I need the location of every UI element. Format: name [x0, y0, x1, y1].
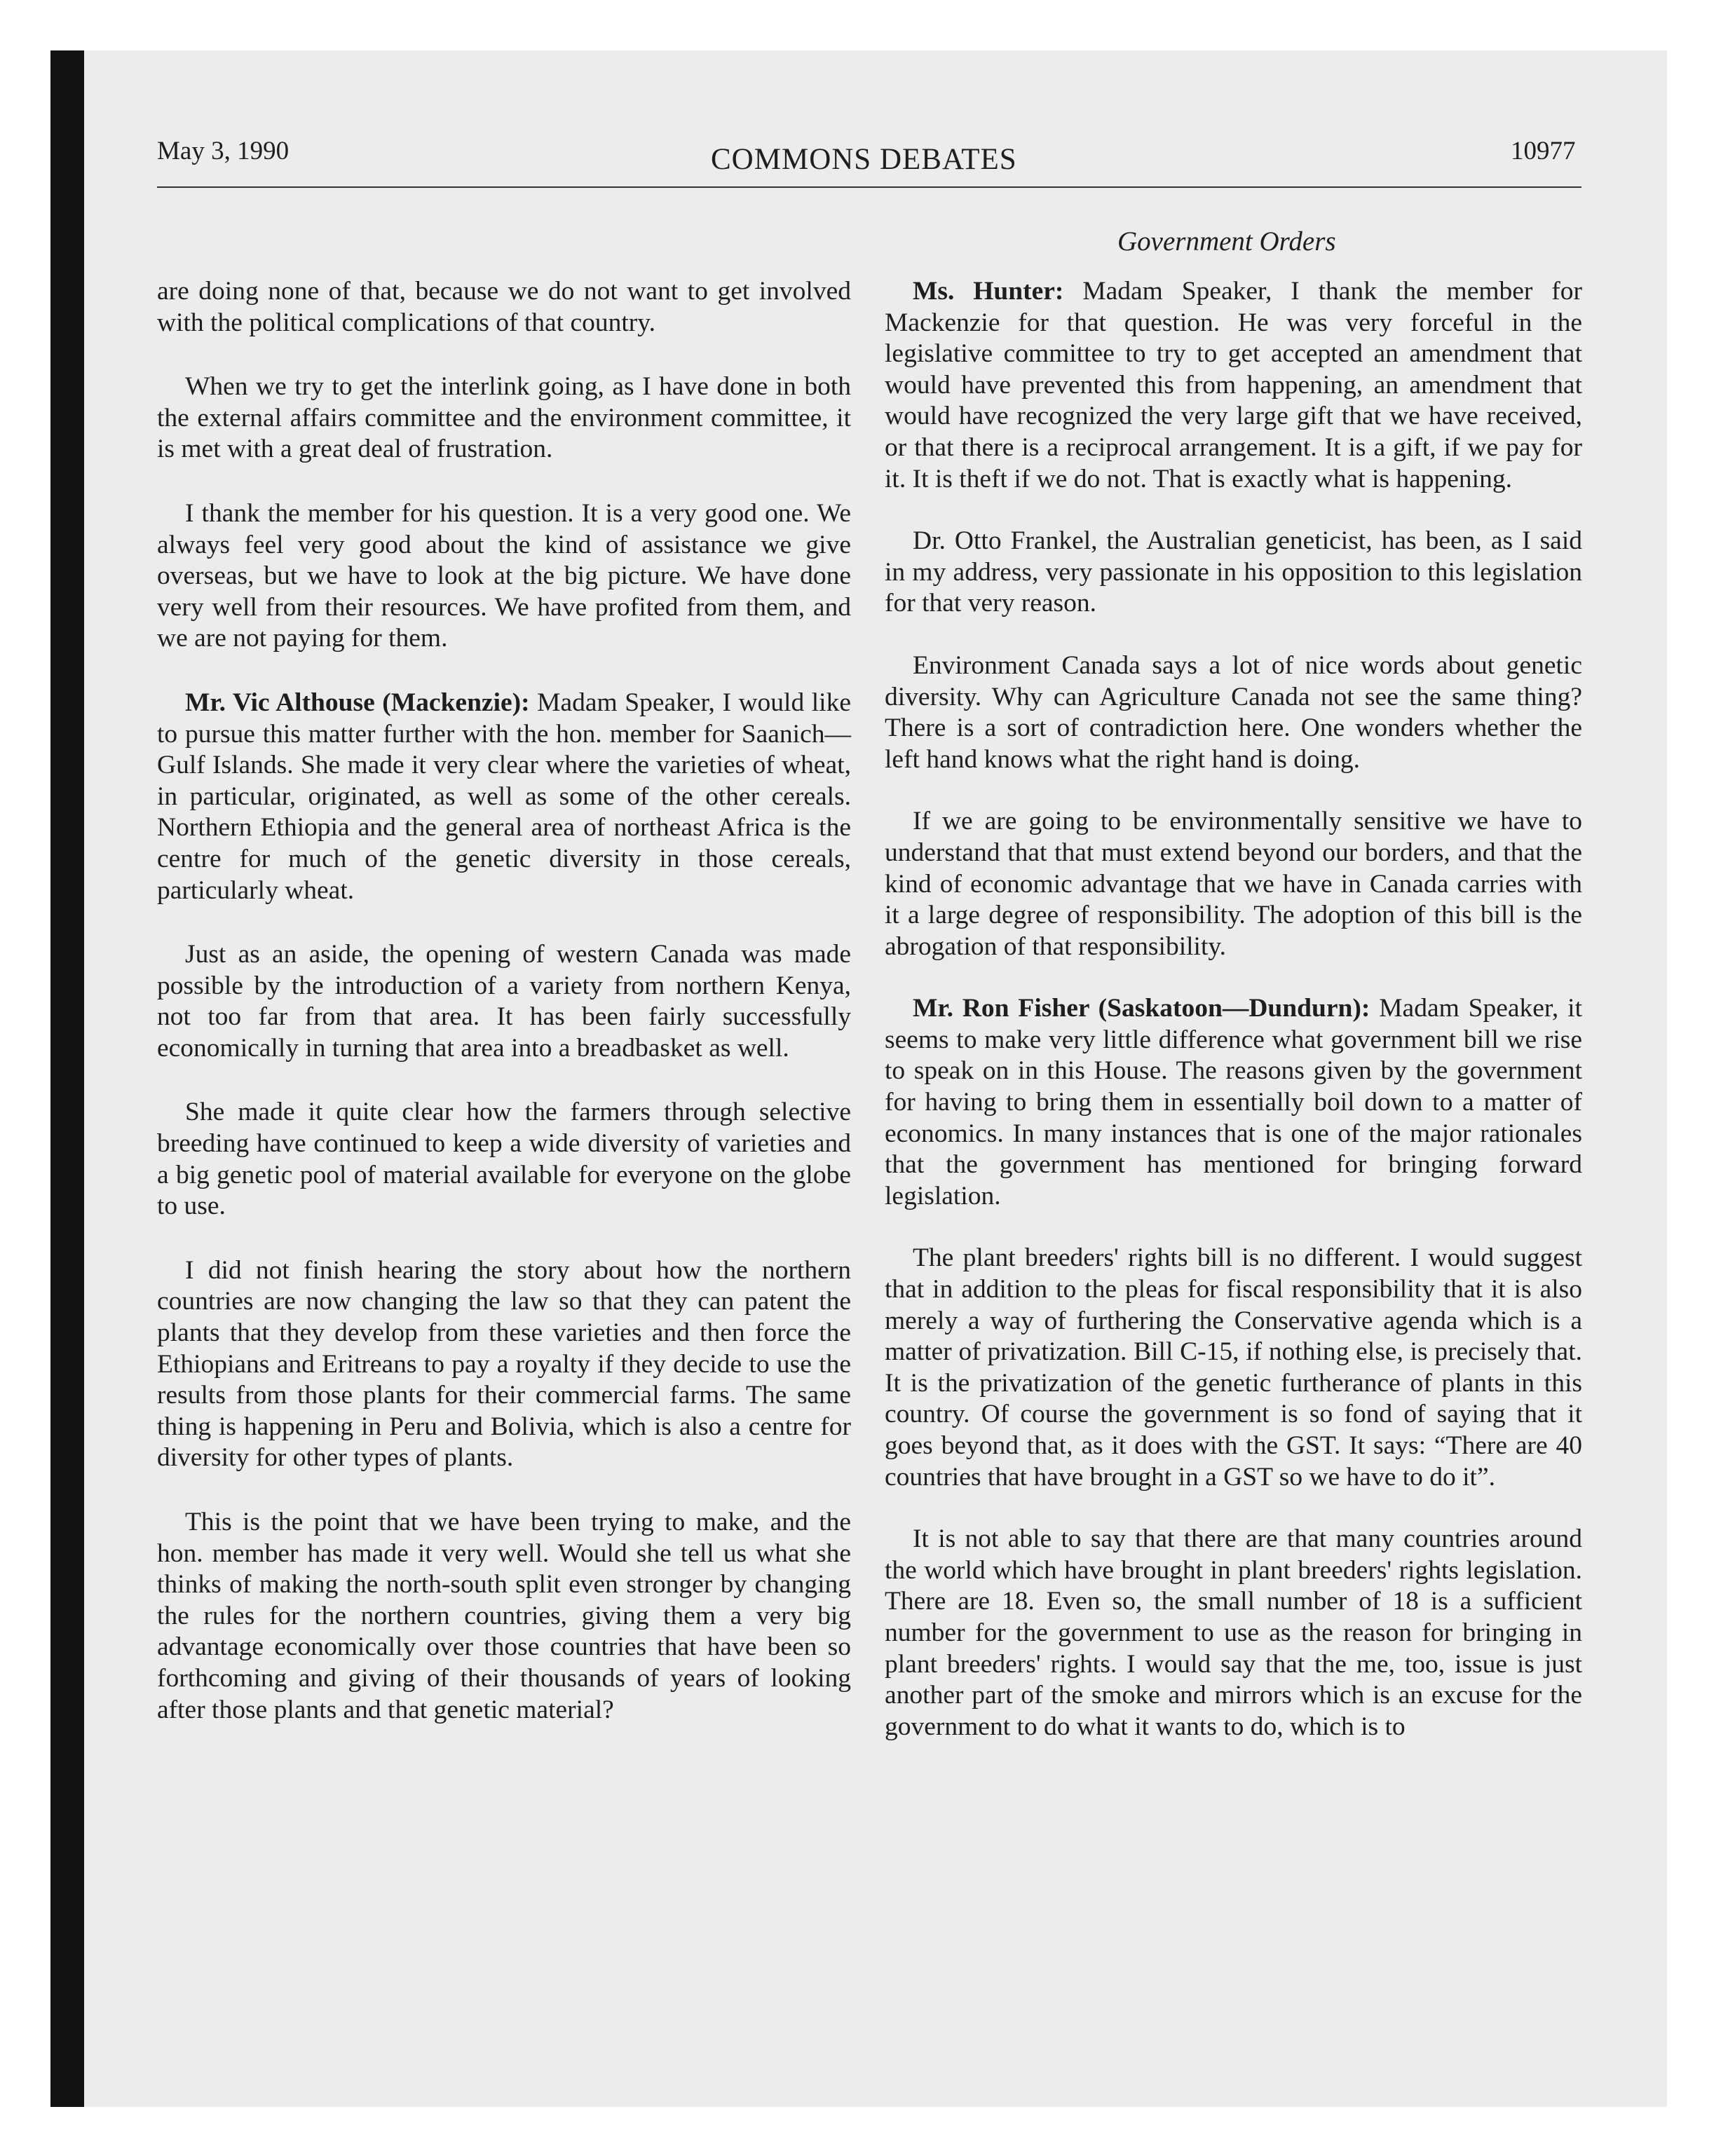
speaker-name: Ms. Hunter:	[913, 277, 1064, 306]
left-column	[157, 276, 851, 1757]
header-rule	[157, 186, 1581, 188]
speaker-name: Mr. Vic Althouse (Mackenzie):	[185, 688, 530, 717]
paragraph-text: I did not finish hearing the story about how the northern countries are now changing the law so that they can patent the plants that they develop from these varieties and then force the Ethiopians and Eritreans to pay a royalty if they decide to use the results from those plants for their commercial farms. The same thing is happening in Peru and Bolivia, which is also a centre for diversity for other types of plants.	[157, 1255, 851, 1473]
header-date: May 3, 1990	[157, 137, 290, 165]
speaker-name: Mr. Ron Fisher (Saskatoon—Dundurn):	[913, 994, 1370, 1023]
paragraph	[885, 1524, 1582, 1742]
paragraph	[885, 526, 1582, 620]
paragraph-text: I thank the member for his question. It is a very good one. We always feel very good about the kind of assistance we give overseas, but we have to look at the big picture. We have done very well from their resources. We have profited from them, and we are not paying for them.	[157, 498, 851, 653]
paragraph	[157, 276, 851, 339]
paragraph	[885, 806, 1582, 962]
paragraph-text: It is not able to say that there are that many countries around the world which have brought in plant breeders' rights legislation. There are 18. Even so, the small number of 18 is a sufficient number for the government to use as the reason for bringing in plant breeders' rights. I would say that the me, too, issue is just another part of the smoke and mirrors which is an excuse for the government to do what it wants to do, which is to	[885, 1524, 1582, 1741]
paragraph-text: Madam Speaker, it seems to make very little difference what government bill we rise to speak on in this House. The reasons given by the government for having to bring them in essentially boil down to a matter of economics. In many instances that is one of the major rationales that the government has mentioned for bringing forward legislation.	[885, 994, 1583, 1210]
paragraph-text: Environment Canada says a lot of nice words about genetic diversity. Why can Agriculture Canada not see the same thing? There is a sort of contradiction here. One wonders whether the left hand knows what the right hand is doing.	[885, 650, 1582, 774]
section-title: Government Orders	[1117, 226, 1336, 257]
paragraph	[157, 371, 851, 465]
paragraph-text: Just as an aside, the opening of western Canada was made possible by the introduction of a variety from northern Kenya, not too far from that area. It has been fairly successfully economically in turning that area into a breadbasket as well.	[157, 940, 851, 1063]
paragraph	[157, 1097, 851, 1222]
paragraph-text: are doing none of that, because we do not want to get involved with the political complications of that country.	[157, 277, 851, 337]
paragraph	[885, 993, 1582, 1212]
paragraph	[157, 939, 851, 1064]
paragraph-text: This is the point that we have been trying to make, and the hon. member has made it very well. Would she tell us what she thinks of making the north-south split even stronger by changing the rules for the northern countries, giving them a very big advantage economically over those countries that have been so forthcoming and giving of their thousands of years of looking after those plants and that genetic material?	[157, 1508, 851, 1724]
header-page-number: 10977	[1511, 137, 1576, 165]
paragraph	[885, 276, 1582, 495]
header-title: COMMONS DEBATES	[711, 143, 1017, 176]
paragraph	[157, 688, 851, 906]
paragraph-text: The plant breeders' rights bill is no different. I would suggest that in addition to the pleas for fiscal responsibility that it is also merely a way of furthering the Conservative agenda which is a matter of privatization. Bill C-15, if nothing else, is precisely that. It is the privatization of the genetic furtherance of plants in this country. Of course the government is so fond of saying that it goes beyond that, as it does with the GST. It says: “There are 40 countries that have brought in a GST so we have to do it”.	[885, 1243, 1582, 1492]
paragraph	[157, 1507, 851, 1726]
paragraph	[157, 498, 851, 655]
paragraph	[885, 1243, 1582, 1493]
paragraph-text: If we are going to be environmentally sensitive we have to understand that that must extend beyond our borders, and that the kind of economic advantage that we have in Canada carries with it a large degree of responsibility. The adoption of this bill is the abrogation of that responsibility.	[885, 807, 1582, 961]
paragraph-text: Madam Speaker, I would like to pursue this matter further with the hon. member for Saanich—Gulf Islands. She made it very clear where the varieties of wheat, in particular, originated, as well as some of the other cereals. Northern Ethiopia and the general area of northeast Africa is the centre for much of the genetic diversity in those cereals, particularly wheat.	[157, 688, 851, 905]
paragraph-text: When we try to get the interlink going, as I have done in both the external affairs committee and the environment committee, it is met with a great deal of frustration.	[157, 372, 851, 464]
right-column	[885, 276, 1582, 1773]
binding-edge	[50, 50, 84, 2107]
paragraph	[885, 650, 1582, 775]
paragraph	[157, 1255, 851, 1474]
paragraph-text: Madam Speaker, I thank the member for Mackenzie for that question. He was very forceful in the legislative committee to try to get accepted an amendment that would have prevented this from happening, an amendment that would have recognized the very large gift that we have received, or that there is a reciprocal arrangement. It is a gift, if we pay for it. It is theft if we do not. That is exactly what is happening.	[885, 277, 1583, 493]
paragraph-text: Dr. Otto Frankel, the Australian geneticist, has been, as I said in my address, very passionate in his opposition to this legislation for that very reason.	[885, 526, 1582, 618]
paragraph-text: She made it quite clear how the farmers through selective breeding have continued to keep a wide diversity of varieties and a big genetic pool of material available for everyone on the globe to use.	[157, 1098, 851, 1221]
